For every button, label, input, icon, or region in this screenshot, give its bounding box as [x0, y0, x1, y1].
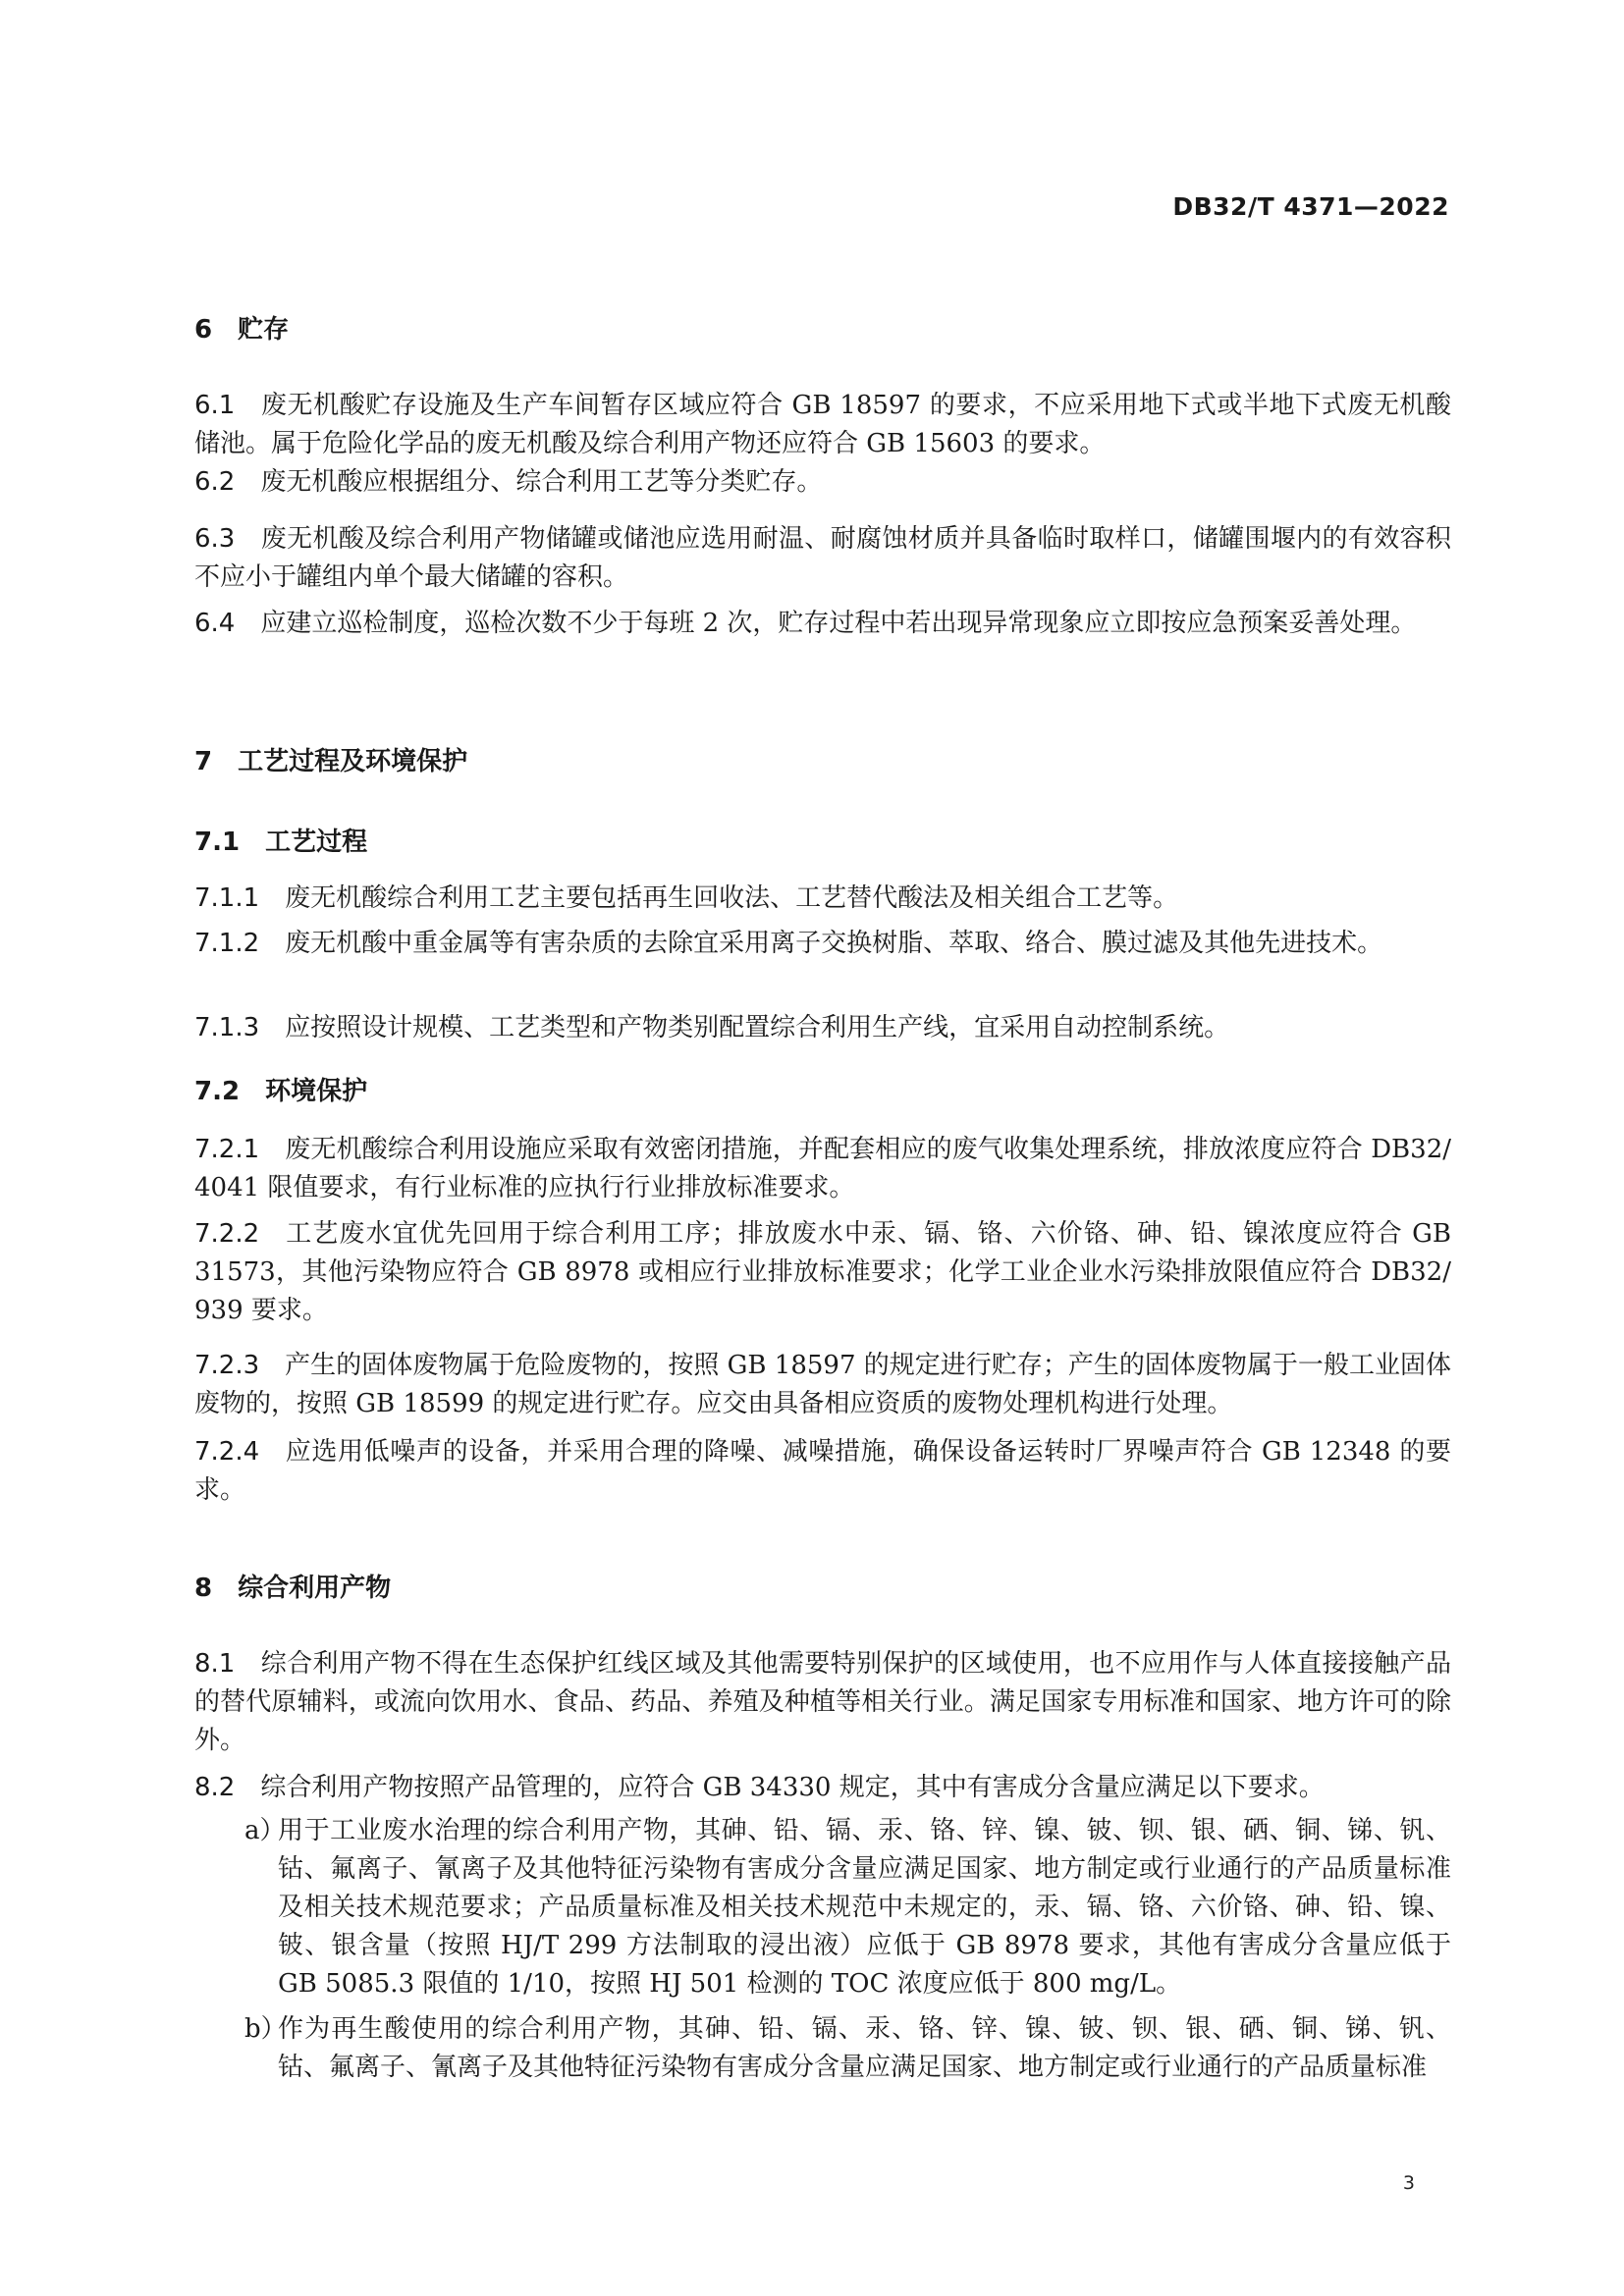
clause-text: 废无机酸及综合利用产物储罐或储池应选用耐温、耐腐蚀材质并具备临时取样口，储罐围堰内的有效容积不应小于罐组内单个最大储罐的容积。: [194, 524, 1451, 592]
section-7-heading: [194, 742, 1451, 781]
section-8-heading: [194, 1569, 1451, 1608]
clause-8-2: [194, 1769, 1451, 1807]
clause-7-1-2: [194, 925, 1451, 963]
clause-text: 废无机酸应根据组分、综合利用工艺等分类贮存。: [260, 467, 823, 497]
section-number: 7.2: [194, 1077, 241, 1106]
section-7-1-heading: [194, 823, 1451, 862]
section-6-heading: [194, 310, 1451, 349]
document-code: DB32/T 4371—2022: [1172, 192, 1449, 221]
section-7-2-heading: [194, 1072, 1451, 1111]
clause-6-3: [194, 520, 1451, 597]
section-title: 贮存: [238, 315, 290, 345]
clause-7-2-1: [194, 1131, 1451, 1207]
clause-text: 应按照设计规模、工艺类型和产物类别配置综合利用生产线，宜采用自动控制系统。: [285, 1013, 1230, 1042]
clause-8-1: [194, 1645, 1451, 1760]
clause-text: 工艺废水宜优先回用于综合利用工序；排放废水中汞、镉、铬、六价铬、砷、铅、镍浓度应符合 GB 31573，其他污染物应符合 GB 8978 或相应行业排放标准要求；化学工业企业水污染排放限值应符合 DB32/ 939 要求。: [194, 1219, 1451, 1325]
clause-number: 7.2.3: [194, 1351, 260, 1380]
clause-number: 7.1.2: [194, 929, 260, 958]
list-item-text: 用于工业废水治理的综合利用产物，其砷、铅、镉、汞、铬、锌、镍、铍、钡、银、硒、铜、锑、钒、钴、氟离子、氰离子及其他特征污染物有害成分含量应满足国家、地方制定或行业通行的产品质量标准及相关技术规范要求；产品质量标准及相关技术规范中未规定的，汞、镉、铬、六价铬、砷、铅、镍、铍、银含量（按照 HJ/T 299 方法制取的浸出液）应低于 GB 8978 要求，其他有害成分含量应低于 GB 5085.3 限值的 1/10，按照 HJ 501 检测的 TOC 浓度应低于 800 mg/L。: [278, 1816, 1451, 1999]
clause-text: 废无机酸贮存设施及生产车间暂存区域应符合 GB 18597 的要求，不应采用地下式或半地下式废无机酸储池。属于危险化学品的废无机酸及综合利用产物还应符合 GB 15603 的要求。: [194, 391, 1451, 458]
clause-number: 8.2: [194, 1773, 236, 1802]
clause-number: 6.1: [194, 391, 236, 420]
clause-6-1: [194, 387, 1451, 463]
clause-number: 6.4: [194, 609, 236, 638]
list-item-a: [244, 1812, 1451, 2003]
clause-6-4: [194, 605, 1451, 643]
clause-number: 7.2.4: [194, 1437, 260, 1467]
clause-7-1-1: [194, 880, 1451, 918]
clause-7-2-3: [194, 1347, 1451, 1423]
section-number: 6: [194, 315, 213, 345]
clause-7-1-3: [194, 1009, 1451, 1047]
section-title: 工艺过程: [265, 828, 368, 857]
clause-number: 6.3: [194, 524, 236, 554]
clause-text: 应建立巡检制度，巡检次数不少于每班 2 次，贮存过程中若出现异常现象应立即按应急预案妥善处理。: [260, 609, 1417, 638]
clause-text: 应选用低噪声的设备，并采用合理的降噪、减噪措施，确保设备运转时厂界噪声符合 GB 12348 的要求。: [194, 1437, 1451, 1505]
clause-number: 7.1.3: [194, 1013, 260, 1042]
clause-7-2-2: [194, 1215, 1451, 1330]
section-title: 工艺过程及环境保护: [238, 747, 468, 776]
clause-number: 6.2: [194, 467, 236, 497]
clause-number: 7.1.1: [194, 883, 260, 913]
list-item-b: [244, 2010, 1451, 2087]
clause-6-2: [194, 463, 1451, 502]
section-title: 综合利用产物: [238, 1574, 392, 1603]
list-item-text: 作为再生酸使用的综合利用产物，其砷、铅、镉、汞、铬、锌、镍、铍、钡、银、硒、铜、锑、钒、钴、氟离子、氰离子及其他特征污染物有害成分含量应满足国家、地方制定或行业通行的产品质量标准: [278, 2014, 1451, 2082]
section-number: 7: [194, 747, 213, 776]
clause-number: 7.2.2: [194, 1219, 260, 1249]
clause-7-2-4: [194, 1433, 1451, 1510]
clause-text: 废无机酸综合利用工艺主要包括再生回收法、工艺替代酸法及相关组合工艺等。: [285, 883, 1179, 913]
list-marker: a）: [244, 1816, 286, 1845]
page-number: 3: [1402, 2172, 1415, 2194]
clause-number: 7.2.1: [194, 1135, 260, 1164]
section-title: 环境保护: [265, 1077, 368, 1106]
clause-number: 8.1: [194, 1649, 236, 1679]
section-number: 8: [194, 1574, 213, 1603]
clause-text: 综合利用产物按照产品管理的，应符合 GB 34330 规定，其中有害成分含量应满足以下要求。: [260, 1773, 1325, 1802]
clause-text: 综合利用产物不得在生态保护红线区域及其他需要特别保护的区域使用，也不应用作与人体直接接触产品的替代原辅料，或流向饮用水、食品、药品、养殖及种植等相关行业。满足国家专用标准和国家、地方许可的除外。: [194, 1649, 1451, 1755]
list-marker: b）: [244, 2014, 287, 2044]
section-number: 7.1: [194, 828, 241, 857]
clause-text: 废无机酸中重金属等有害杂质的去除宜采用离子交换树脂、萃取、络合、膜过滤及其他先进技术。: [285, 929, 1383, 958]
clause-text: 废无机酸综合利用设施应采取有效密闭措施，并配套相应的废气收集处理系统，排放浓度应符合 DB32/ 4041 限值要求，有行业标准的应执行行业排放标准要求。: [194, 1135, 1451, 1202]
clause-text: 产生的固体废物属于危险废物的，按照 GB 18597 的规定进行贮存；产生的固体废物属于一般工业固体废物的，按照 GB 18599 的规定进行贮存。应交由具备相应资质的废物处理机构进行处理。: [194, 1351, 1451, 1418]
